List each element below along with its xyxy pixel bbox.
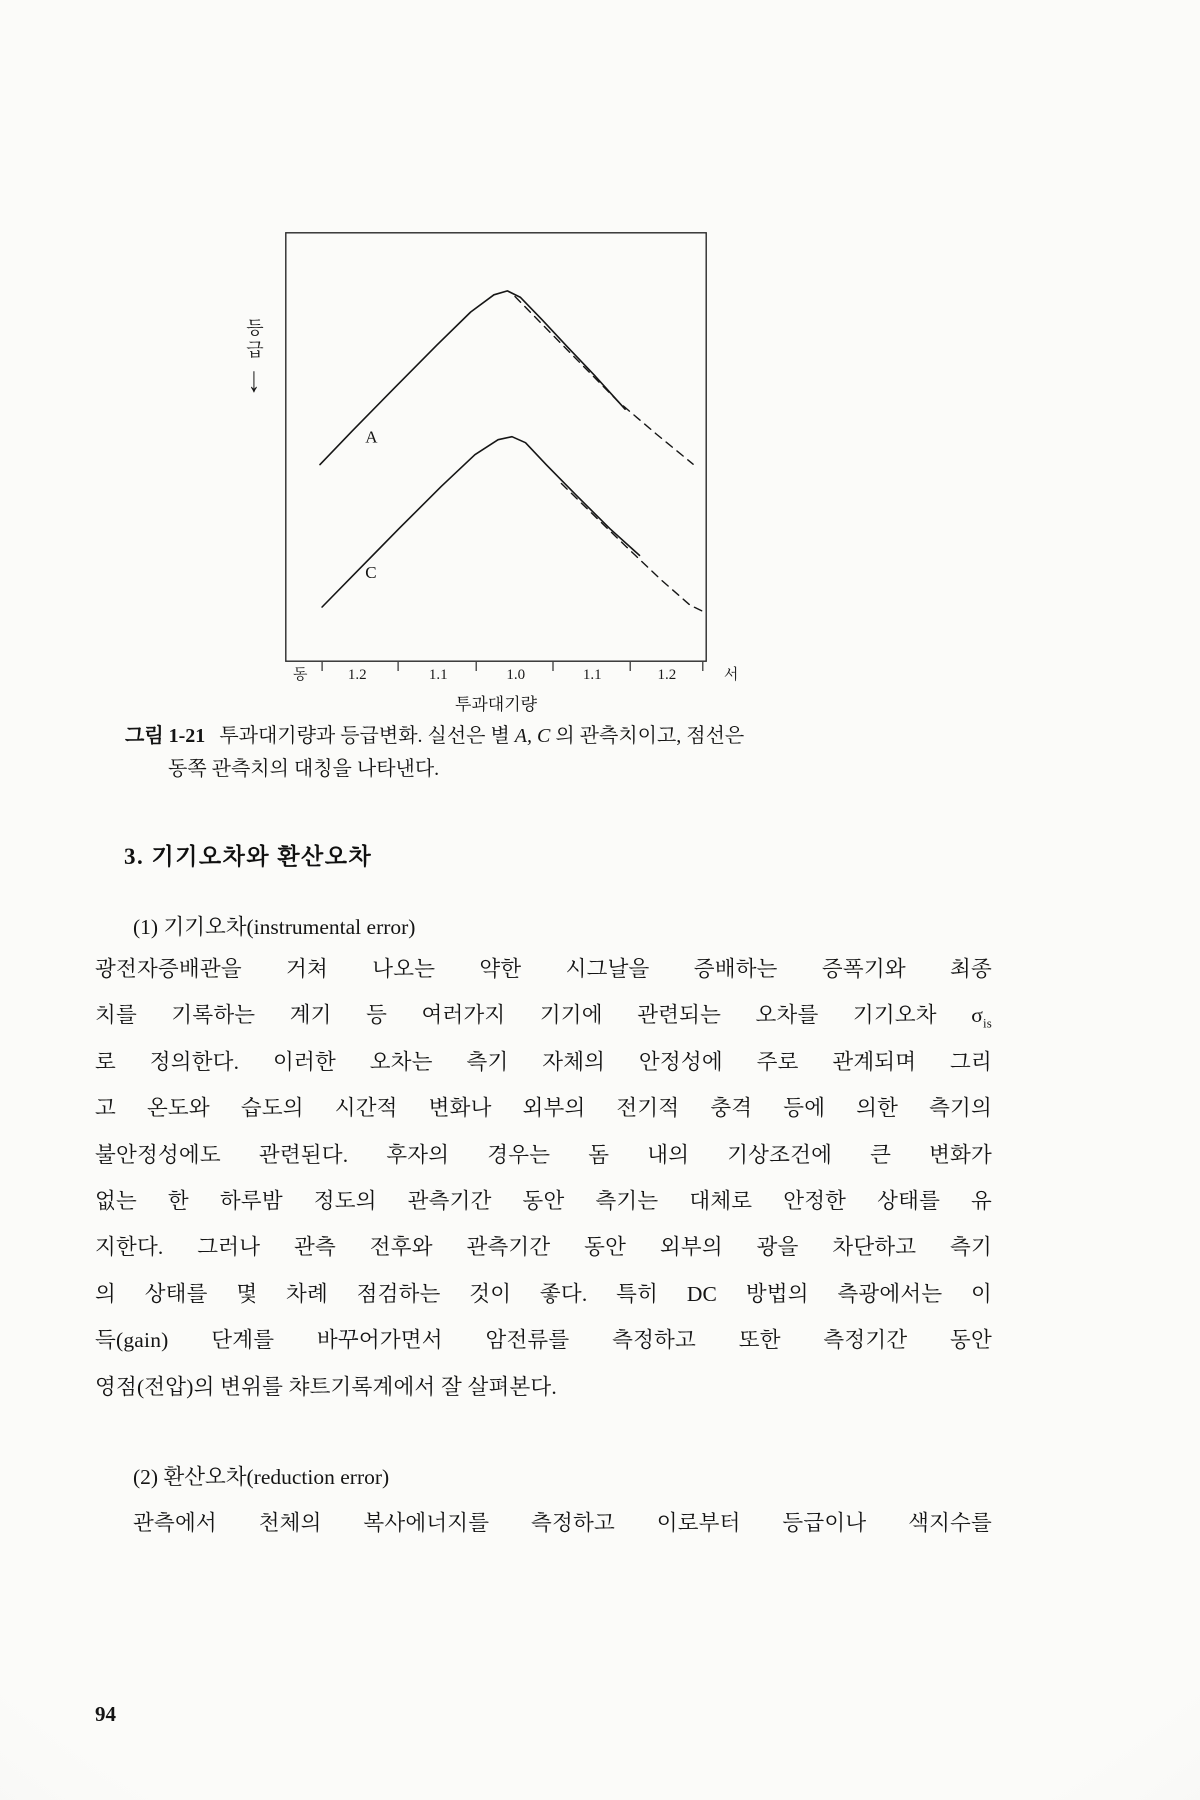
text-line: 없는 한 하루밤 정도의 관측기간 동안 측기는 대체로 안정한 상태를 유 — [95, 1188, 992, 1213]
text-line: 로 정의한다. 이러한 오차는 측기 자체의 안정성에 주로 관계되며 그리 — [95, 1049, 992, 1074]
chart-frame — [286, 233, 706, 661]
x-tick-label: 1.1 — [428, 667, 448, 683]
subsection-1-heading: (1) 기기오차(instrumental error) — [133, 915, 416, 939]
text-line-with-sigma: 치를 기록하는 계기 등 여러가지 기기에 관련되는 오차를 기기오차 σ — [95, 1003, 983, 1028]
text-line: 고 온도와 습도의 시간적 변화나 외부의 전기적 충격 등에 의한 측기의 — [95, 1096, 992, 1121]
x-axis-title: 투과대기량 — [454, 695, 538, 714]
chart-svg — [285, 232, 707, 674]
text-line: 득(gain) 단계를 바꾸어가면서 암전류를 측정하고 또한 측정기간 동안 — [95, 1328, 992, 1353]
x-tick-label: 서 — [723, 667, 739, 683]
sigma-subscript: is — [983, 1016, 992, 1031]
y-axis-label-text: 등급 — [244, 318, 264, 362]
page-number: 94 — [95, 1702, 116, 1726]
figure-caption-text-post: 의 관측치이고, 점선은 — [550, 725, 745, 747]
figure-caption-label: 그림 1-21 — [125, 725, 206, 747]
curve-label-C: C — [365, 563, 377, 583]
x-tick-labels — [285, 662, 739, 684]
figure-caption-star-names: A, C — [514, 725, 551, 747]
y-axis-label — [237, 318, 271, 401]
figure-caption-line1 — [125, 722, 925, 750]
x-tick-label: 1.0 — [506, 667, 526, 683]
down-arrow-icon: ↓ — [248, 361, 260, 401]
text-line: 지한다. 그러나 관측 전후와 관측기간 동안 외부의 광을 차단하고 측기 — [95, 1235, 992, 1260]
curve-label-A: A — [365, 427, 378, 447]
text-line: 관측에서 천체의 복사에너지를 측정하고 이로부터 등급이나 색지수를 — [133, 1511, 992, 1535]
x-tick-label: 1.1 — [582, 667, 602, 683]
subsection-2-heading: (2) 환산오차(reduction error) — [133, 1465, 390, 1489]
section-heading: 3. 기기오차와 환산오차 — [124, 844, 373, 869]
x-tick-label: 1.2 — [657, 667, 677, 683]
figure-1-21 — [244, 232, 739, 732]
figure-caption-text: 투과대기량과 등급변화. 실선은 별 — [219, 725, 515, 747]
text-line: 의 상태를 몇 차례 점검하는 것이 좋다. 특히 DC 방법의 측광에서는 이 — [95, 1281, 992, 1306]
text-line: 광전자증배관을 거쳐 나오는 약한 시그날을 증배하는 증폭기와 최종 — [95, 957, 992, 981]
curve-star-A-east-mirror — [515, 297, 693, 465]
paragraph-reduction-error — [95, 1500, 992, 1546]
x-tick-label: 1.2 — [347, 667, 367, 683]
paragraph-instrumental-error — [95, 946, 992, 1410]
text-line — [95, 992, 992, 1038]
figure-caption-line2: 동쪽 관측치의 대칭을 나타낸다. — [168, 758, 440, 780]
x-tick-label: 동 — [292, 667, 308, 683]
text-line: 영점(전압)의 변위를 챠트기록계에서 잘 살펴본다. — [95, 1374, 557, 1399]
text-line: 불안정성에도 관련된다. 후자의 경우는 돔 내의 기상조건에 큰 변화가 — [95, 1142, 992, 1167]
